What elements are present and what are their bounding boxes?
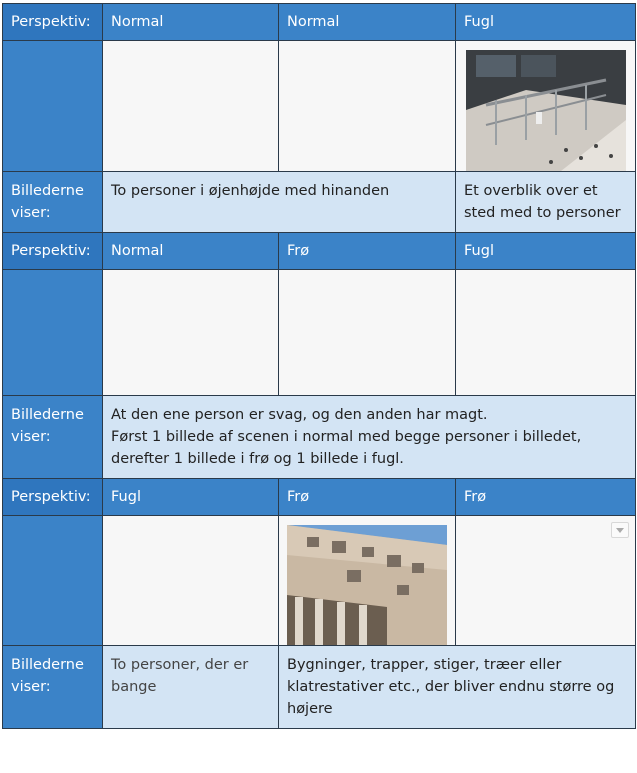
shows-label: Billederne viser: — [3, 646, 103, 729]
description-cell: To personer, der er bange — [103, 646, 279, 729]
image-cell-empty[interactable] — [279, 41, 456, 172]
perspective-cell: Fugl — [456, 233, 636, 270]
description-row-3 — [3, 646, 636, 729]
image-cell-empty[interactable] — [103, 516, 279, 646]
perspective-cell: Normal — [103, 4, 279, 41]
bird-view-photo — [466, 50, 626, 171]
perspective-row-3 — [3, 479, 636, 516]
image-label-cell — [3, 516, 103, 646]
image-label-cell — [3, 270, 103, 396]
image-cell[interactable] — [456, 41, 636, 172]
chevron-down-icon[interactable] — [611, 522, 629, 538]
image-label-cell — [3, 41, 103, 172]
image-row-3 — [3, 516, 636, 646]
perspective-cell: Frø — [456, 479, 636, 516]
perspective-row-2 — [3, 233, 636, 270]
perspective-cell: Frø — [279, 233, 456, 270]
shows-label: Billederne viser: — [3, 396, 103, 479]
frog-view-photo — [287, 525, 447, 645]
perspective-cell: Fugl — [456, 4, 636, 41]
image-cell-empty[interactable] — [103, 41, 279, 172]
description-row-1 — [3, 172, 636, 233]
image-cell-empty[interactable] — [279, 270, 456, 396]
perspective-table — [2, 3, 636, 729]
image-cell-empty[interactable] — [456, 270, 636, 396]
perspective-cell: Normal — [279, 4, 456, 41]
description-row-2 — [3, 396, 636, 479]
image-row-2 — [3, 270, 636, 396]
description-cell: To personer i øjenhøjde med hinanden — [103, 172, 456, 233]
image-cell-empty[interactable] — [103, 270, 279, 396]
description-cell: Bygninger, trapper, stiger, træer eller klatrestativer etc., der bliver endnu større og højere — [279, 646, 636, 729]
description-cell — [103, 396, 636, 479]
perspective-row-1 — [3, 4, 636, 41]
description-line: At den ene person er svag, og den anden har magt. — [111, 407, 488, 423]
perspective-label: Perspektiv: — [3, 233, 103, 270]
perspective-label: Perspektiv: — [3, 479, 103, 516]
image-row-1 — [3, 41, 636, 172]
perspective-cell: Frø — [279, 479, 456, 516]
description-cell: Et overblik over et sted med to personer — [456, 172, 636, 233]
perspective-label: Perspektiv: — [3, 4, 103, 41]
shows-label: Billederne viser: — [3, 172, 103, 233]
perspective-cell: Fugl — [103, 479, 279, 516]
image-cell[interactable] — [279, 516, 456, 646]
image-cell-empty[interactable] — [456, 516, 636, 646]
description-line: Først 1 billede af scenen i normal med begge personer i billedet, — [111, 429, 582, 445]
description-line: derefter 1 billede i frø og 1 billede i fugl. — [111, 451, 404, 467]
perspective-cell: Normal — [103, 233, 279, 270]
